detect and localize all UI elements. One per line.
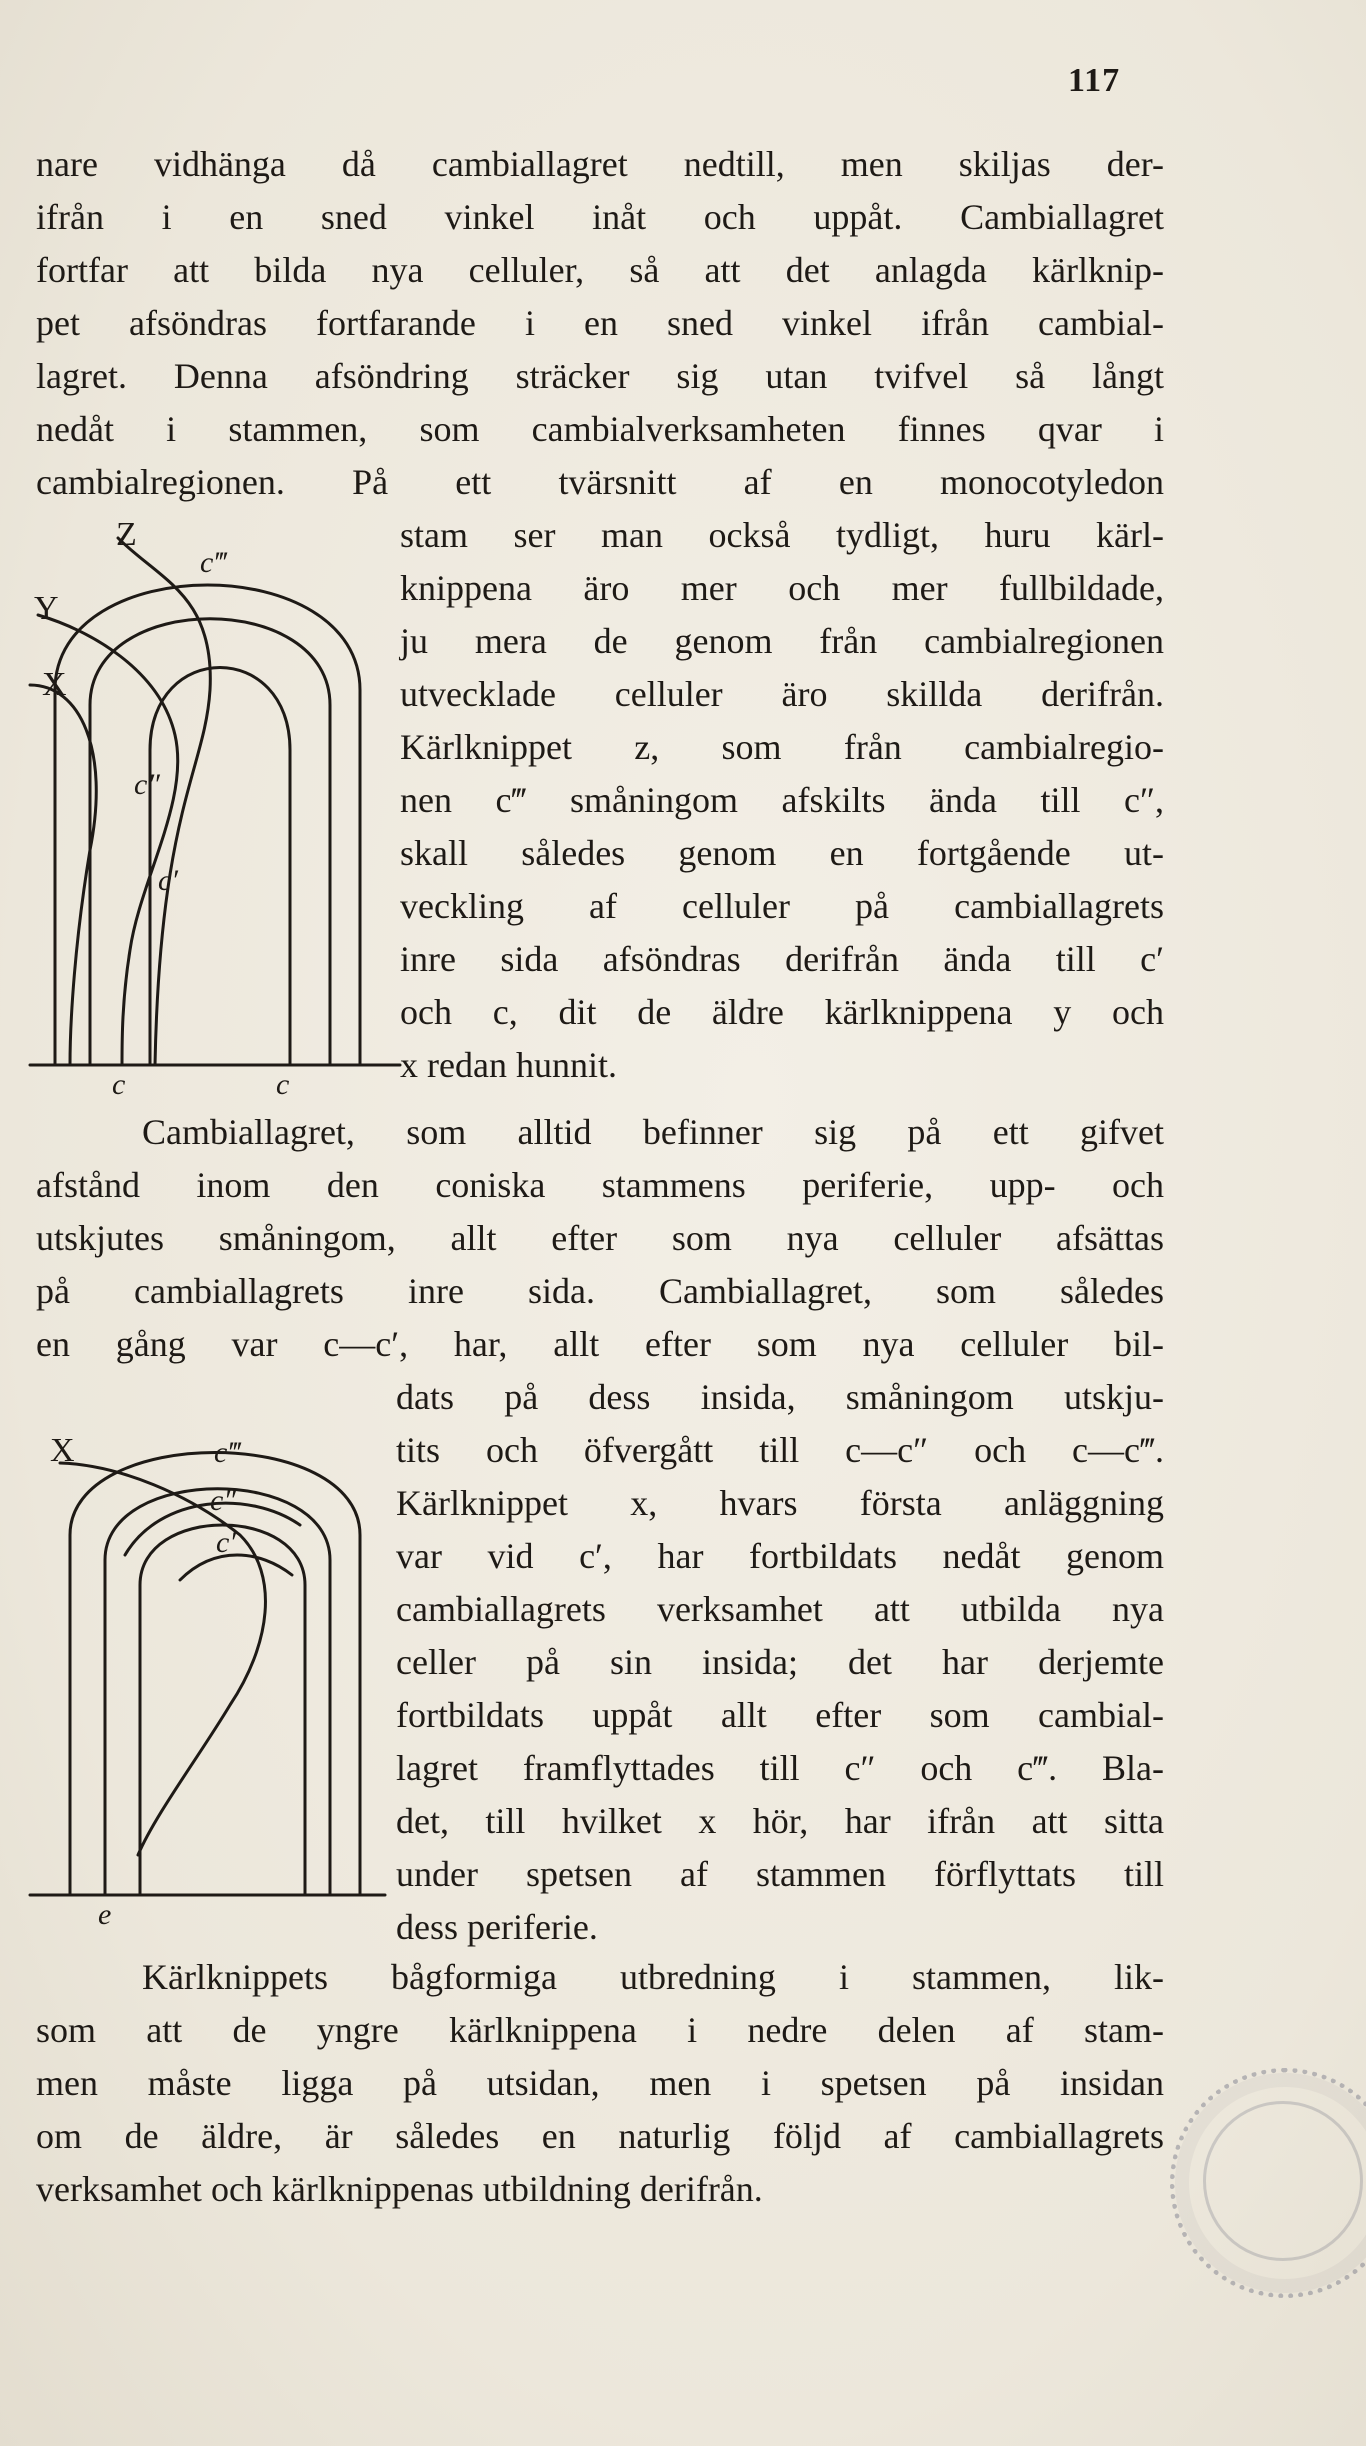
text-line: var vid c′, har fortbildats nedåt genom bbox=[396, 1536, 1164, 1576]
text-line: dess periferie. bbox=[396, 1907, 598, 1947]
figure-1-label-c-double-prime: c″ bbox=[134, 768, 160, 801]
text-line: nedåt i stammen, som cambialverksamheten finnes qvar i bbox=[36, 409, 1164, 449]
text-line: och c, dit de äldre kärlknippena y och bbox=[400, 992, 1164, 1032]
figure-2-label-e: e bbox=[98, 1898, 112, 1931]
text-line: lagret. Denna afsöndring sträcker sig utan tvifvel så långt bbox=[36, 356, 1164, 396]
text-line: Kärlknippet z, som från cambialregio- bbox=[400, 727, 1164, 767]
figure-1-label-c-triple-prime: c‴ bbox=[200, 546, 226, 579]
text-line: lagret framflyttades till c″ och c‴. Bla- bbox=[396, 1748, 1164, 1788]
text-line: en gång var c—c′, har, allt efter som nya celluler bil- bbox=[36, 1324, 1164, 1364]
figure-2-label-c-prime: c′ bbox=[216, 1526, 236, 1559]
text-line: knippena äro mer och mer fullbildade, bbox=[400, 568, 1164, 608]
page-number: 117 bbox=[1068, 62, 1121, 99]
text-line: cambialregionen. På ett tvärsnitt af en monocotyledon bbox=[36, 462, 1164, 502]
text-line: stam ser man också tydligt, huru kärl- bbox=[400, 515, 1164, 555]
text-line: celler på sin insida; det har derjemte bbox=[396, 1642, 1164, 1682]
text-line: men måste ligga på utsidan, men i spetsen på insidan bbox=[36, 2063, 1164, 2103]
text-line: nare vidhänga då cambiallagret nedtill, men skiljas der- bbox=[36, 144, 1164, 184]
figure-1-label-c-left: c bbox=[112, 1068, 126, 1101]
figure-2-vascular-bundle-diagram bbox=[30, 1395, 390, 1915]
text-line: skall således genom en fortgående ut- bbox=[400, 833, 1164, 873]
text-line: fortbildats uppåt allt efter som cambial- bbox=[396, 1695, 1164, 1735]
text-line: x redan hunnit. bbox=[400, 1045, 617, 1085]
text-line: ju mera de genom från cambialregionen bbox=[400, 621, 1164, 661]
text-line: tits och öfvergått till c—c″ och c—c‴. bbox=[396, 1430, 1164, 1470]
figure-2-label-x: X bbox=[50, 1432, 75, 1469]
bundle-curve-x bbox=[30, 685, 96, 1065]
figure-2-label-c-double-prime: c″ bbox=[210, 1484, 236, 1517]
figure-1-label-z: Z bbox=[116, 516, 137, 553]
text-line: under spetsen af stammen förflyttats till bbox=[396, 1854, 1164, 1894]
figure-1-label-x: X bbox=[42, 666, 67, 703]
library-stamp bbox=[1170, 2068, 1366, 2298]
text-line: på cambiallagrets inre sida. Cambiallagret, som således bbox=[36, 1271, 1164, 1311]
text-line: det, till hvilket x hör, har ifrån att sitta bbox=[396, 1801, 1164, 1841]
figure-1-label-c-right: c bbox=[276, 1068, 290, 1101]
figure-1-label-y: Y bbox=[34, 590, 59, 627]
text-line: nen c‴ småningom afskilts ända till c″, bbox=[400, 780, 1164, 820]
arc-c-prime bbox=[180, 1555, 292, 1580]
text-line: cambiallagrets verksamhet att utbilda nya bbox=[396, 1589, 1164, 1629]
text-line: som att de yngre kärlknippena i nedre delen af stam- bbox=[36, 2010, 1164, 2050]
bundle-curve-z bbox=[118, 538, 210, 1065]
text-line: verksamhet och kärlknippenas utbildning derifrån. bbox=[36, 2169, 763, 2209]
text-line: utvecklade celluler äro skillda derifrån. bbox=[400, 674, 1164, 714]
text-line: dats på dess insida, småningom utskju- bbox=[396, 1377, 1164, 1417]
text-line: om de äldre, är således en naturlig följd af cambiallagrets bbox=[36, 2116, 1164, 2156]
text-line: afstånd inom den coniska stammens periferie, upp- och bbox=[36, 1165, 1164, 1205]
text-line: veckling af celluler på cambiallagrets bbox=[400, 886, 1164, 926]
text-line: inre sida afsöndras derifrån ända till c′ bbox=[400, 939, 1164, 979]
library-stamp-inner-ring bbox=[1203, 2101, 1363, 2261]
text-line: pet afsöndras fortfarande i en sned vinkel ifrån cambial- bbox=[36, 303, 1164, 343]
text-line: ifrån i en sned vinkel inåt och uppåt. Cambiallagret bbox=[36, 197, 1164, 237]
figure-1-label-c-prime: c′ bbox=[158, 864, 178, 897]
bundle-curve-x bbox=[60, 1463, 265, 1855]
figure-1-vascular-bundle-diagram bbox=[30, 520, 400, 1080]
text-line: fortfar att bilda nya celluler, så att det anlagda kärlknip- bbox=[36, 250, 1164, 290]
text-line: utskjutes småningom, allt efter som nya celluler afsättas bbox=[36, 1218, 1164, 1258]
text-line: Kärlknippet x, hvars första anläggning bbox=[396, 1483, 1164, 1523]
figure-2-label-c-triple-prime: c‴ bbox=[214, 1436, 240, 1469]
cambium-arch-inner bbox=[140, 1525, 305, 1895]
text-line: Kärlknippets bågformiga utbredning i stammen, lik- bbox=[142, 1957, 1164, 1997]
cambium-arch-outer bbox=[70, 1453, 360, 1896]
text-line: Cambiallagret, som alltid befinner sig på ett gifvet bbox=[142, 1112, 1164, 1152]
